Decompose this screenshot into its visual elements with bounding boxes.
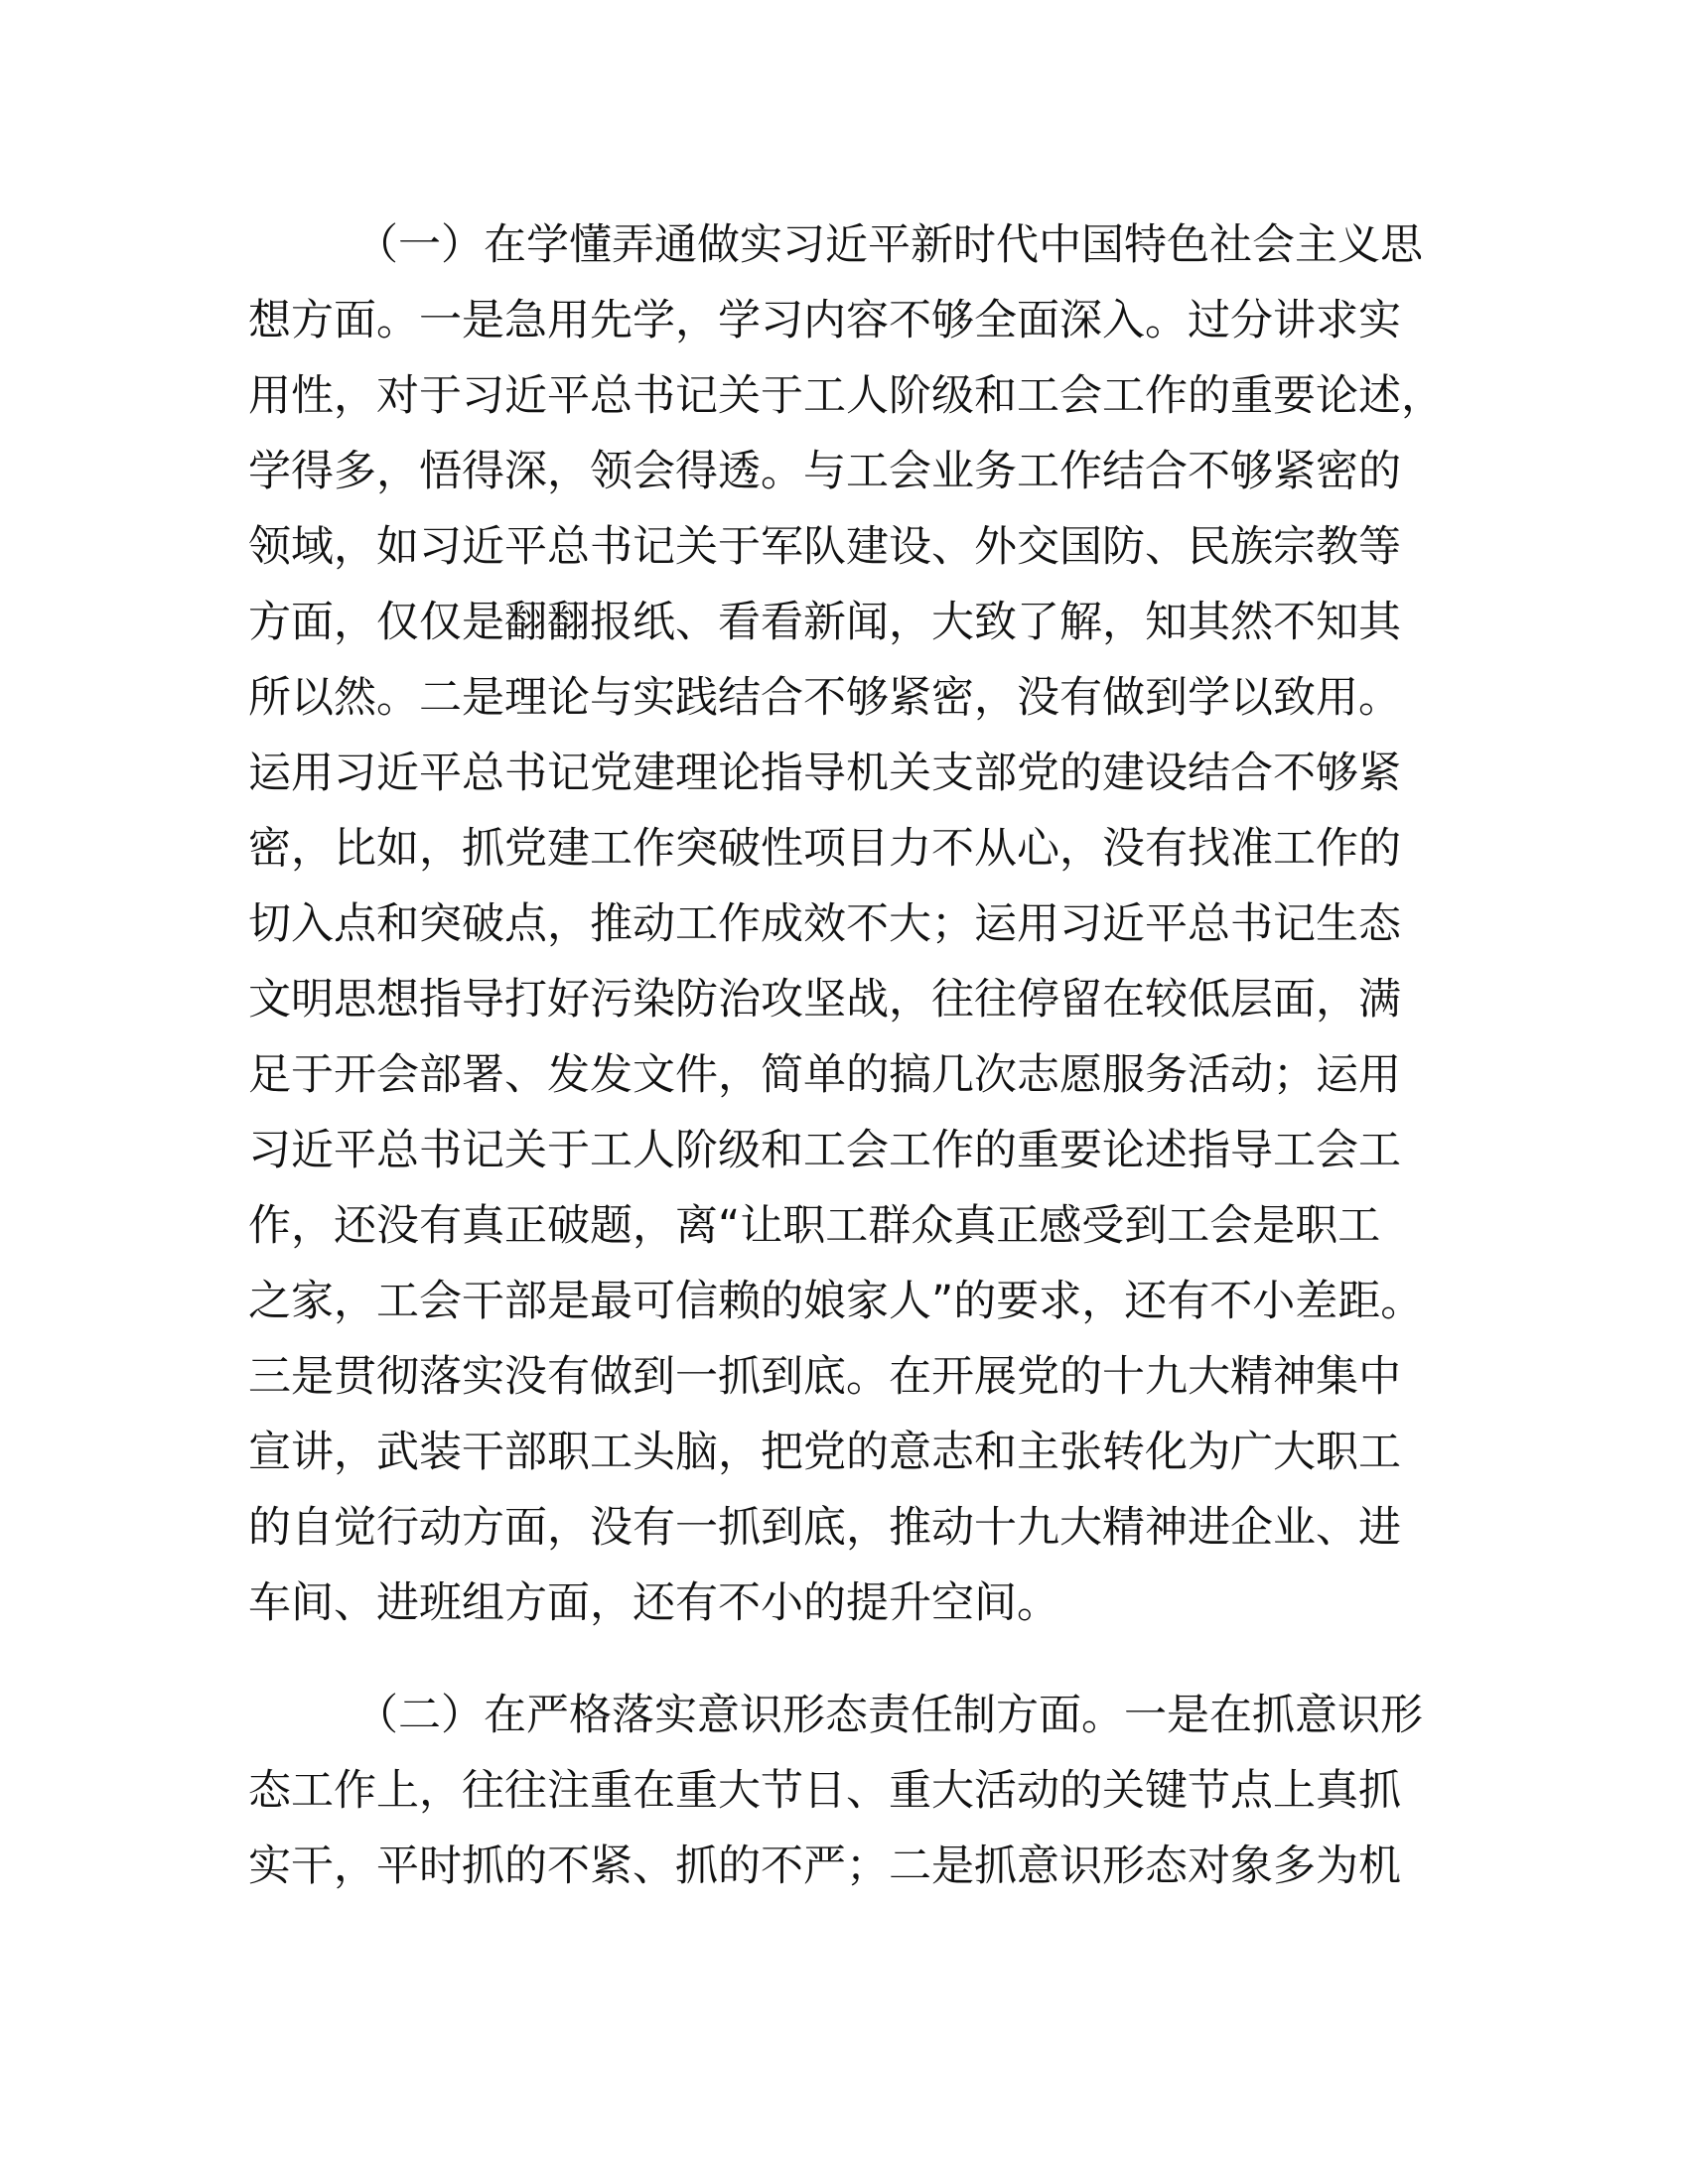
text-line: 切入点和突破点，推动工作成效不大；运用习近平总书记生态	[248, 899, 1401, 949]
text-line: 的自觉行动方面，没有一抓到底，推动十九大精神进企业、进	[248, 1503, 1401, 1553]
text-line: （一）在学懂弄通做实习近平新时代中国特色社会主义思	[355, 220, 1423, 270]
text-line: 习近平总书记关于工人阶级和工会工作的重要论述指导工会工	[248, 1126, 1401, 1175]
text-line: 密，比如，抓党建工作突破性项目力不从心，没有找准工作的	[248, 824, 1401, 874]
text-line: 所以然。二是理论与实践结合不够紧密，没有做到学以致用。	[248, 673, 1401, 723]
text-line: 足于开会部署、发发文件，简单的搞几次志愿服务活动；运用	[248, 1050, 1401, 1100]
text-line: 车间、进班组方面，还有不小的提升空间。	[248, 1578, 1059, 1628]
text-line: 领域，如习近平总书记关于军队建设、外交国防、民族宗教等	[248, 522, 1401, 572]
text-line: 态工作上，往往注重在重大节日、重大活动的关键节点上真抓	[248, 1766, 1401, 1816]
text-line: 想方面。一是急用先学，学习内容不够全面深入。过分讲求实	[248, 296, 1401, 345]
text-line: 实干，平时抓的不紧、抓的不严；二是抓意识形态对象多为机	[248, 1842, 1401, 1891]
text-line: 文明思想指导打好污染防治攻坚战，往往停留在较低层面，满	[248, 975, 1401, 1024]
paragraph-ideology-study	[248, 207, 1460, 1641]
text-line: 方面，仅仅是翻翻报纸、看看新闻，大致了解，知其然不知其	[248, 598, 1401, 647]
text-line: 用性，对于习近平总书记关于工人阶级和工会工作的重要论述，	[248, 371, 1444, 421]
text-line: 学得多，悟得深，领会得透。与工会业务工作结合不够紧密的	[248, 447, 1401, 496]
text-line: 三是贯彻落实没有做到一抓到底。在开展党的十九大精神集中	[248, 1352, 1401, 1402]
paragraph-ideology-responsibility	[248, 1678, 1460, 1904]
text-line: 作，还没有真正破题，离“让职工群众真正感受到工会是职工	[248, 1201, 1381, 1251]
text-line: 运用习近平总书记党建理论指导机关支部党的建设结合不够紧	[248, 749, 1401, 798]
text-line: 宣讲，武装干部职工头脑，把党的意志和主张转化为广大职工	[248, 1428, 1401, 1477]
text-line: 之家，工会干部是最可信赖的娘家人”的要求，还有不小差距。	[248, 1277, 1424, 1326]
text-line: （二）在严格落实意识形态责任制方面。一是在抓意识形	[355, 1691, 1423, 1740]
